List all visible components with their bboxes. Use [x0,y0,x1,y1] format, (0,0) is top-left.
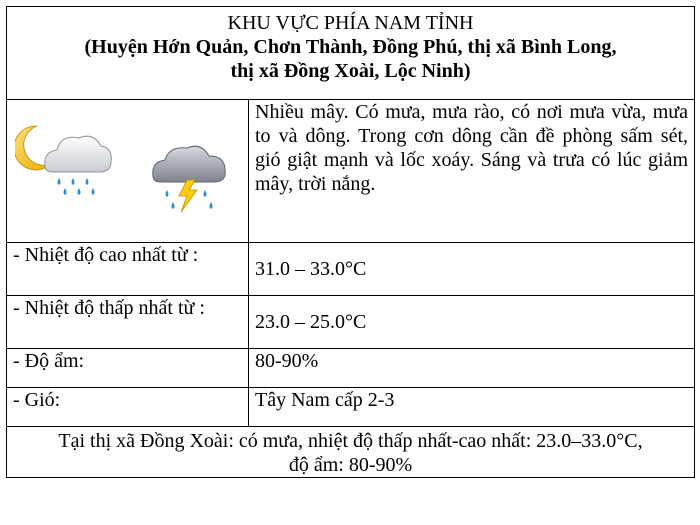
cloud-thunder-rain-icon [147,140,237,220]
max-temp-label: - Nhiệt độ cao nhất từ : [7,243,249,296]
summary-line2: độ ẩm: 80-90% [288,454,413,476]
region-districts-line1: (Huyện Hớn Quản, Chơn Thành, Đồng Phú, thị xã Bình Long, [84,36,617,58]
wind-value: Tây Nam cấp 2-3 [249,388,695,427]
summary-line1: Tại thị xã Đồng Xoài: có mưa, nhiệt độ thấp nhất-cao nhất: 23.0–33.0°C, [58,430,643,452]
wind-label: - Gió: [7,388,249,427]
weather-description: Nhiều mây. Có mưa, mưa rào, có nơi mưa vừa, mưa to và dông. Trong cơn dông cần đề phòng sấm sét, gió giật mạnh và lốc xoáy. Sáng và trưa có lúc giảm mây, trời nắng. [249,100,695,243]
min-temp-label: - Nhiệt độ thấp nhất từ : [7,296,249,349]
dong-xoai-summary [7,427,695,478]
region-title: KHU VỰC PHÍA NAM TỈNH [227,12,474,34]
region-header [7,7,695,100]
region-districts-line2: thị xã Đồng Xoài, Lộc Ninh) [230,60,471,82]
humidity-value: 80-90% [249,349,695,388]
max-temp-value: 31.0 – 33.0°C [249,243,695,296]
forecast-table [6,6,695,478]
moon-cloud-rain-icon [15,118,115,198]
humidity-label: - Độ ẩm: [7,349,249,388]
weather-icons-cell [7,100,249,243]
min-temp-value: 23.0 – 25.0°C [249,296,695,349]
forecast-panel [6,6,694,521]
